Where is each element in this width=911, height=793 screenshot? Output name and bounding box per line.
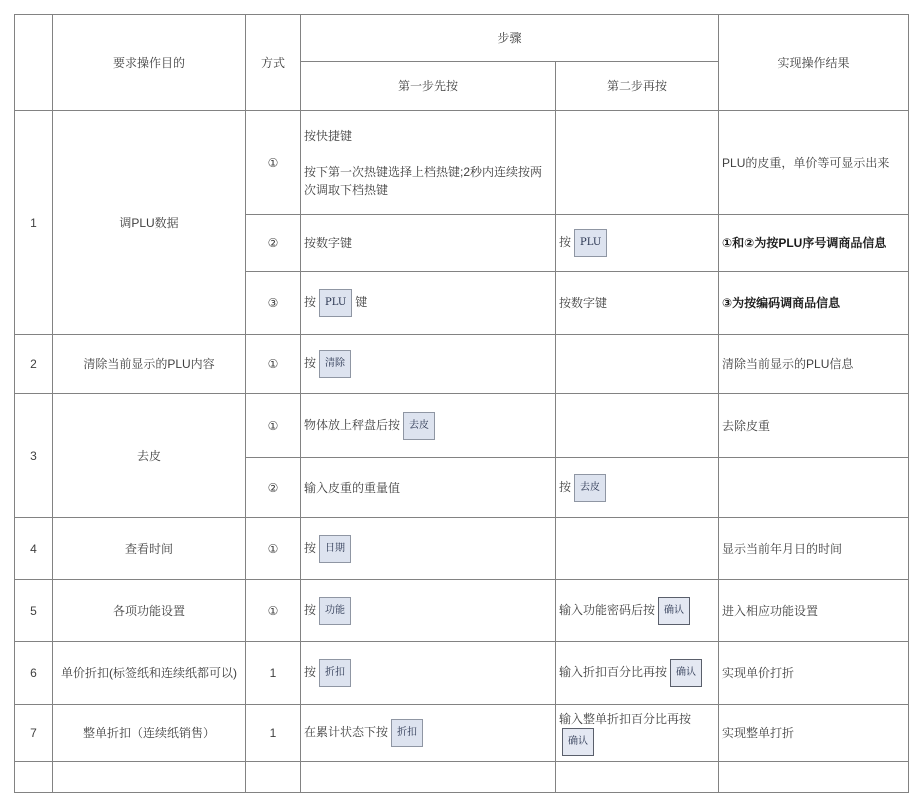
row7-num: 7 — [15, 705, 53, 762]
header-result: 实现操作结果 — [719, 15, 909, 111]
date-key: 日期 — [319, 535, 351, 563]
row1-sub3-result: ③为按编码调商品信息 — [719, 272, 909, 335]
row1-sub2-step2 — [556, 215, 719, 272]
row7-purpose: 整单折扣（连续纸销售） — [53, 705, 246, 762]
row1-sub1-result: PLU的皮重，单价等可显示出来 — [719, 111, 909, 215]
row6-purpose: 单价折扣(标签纸和连续纸都可以) — [53, 642, 246, 705]
empty-cell — [556, 762, 719, 793]
header-row-1 — [15, 15, 909, 62]
operation-manual-table-wrap — [14, 14, 909, 793]
confirm-key: 确认 — [658, 597, 690, 625]
header-steps: 步骤 — [301, 15, 719, 62]
table-row — [15, 518, 909, 580]
step-text: 按 — [559, 479, 572, 494]
step-text: 按 — [304, 540, 317, 555]
step-text: 按 — [304, 602, 317, 617]
row3-num: 3 — [15, 394, 53, 518]
table-row — [15, 394, 909, 458]
discount-key: 折扣 — [319, 659, 351, 687]
step-line: 按快捷键 — [304, 128, 353, 143]
step-line: 按下第一次热键选择上档热键;2秒内连续按两次调取下档热键 — [304, 164, 543, 197]
plu-key: PLU — [574, 229, 607, 257]
step-text: 按 — [559, 235, 572, 250]
row1-sub1-step2 — [556, 111, 719, 215]
row7-step1 — [301, 705, 556, 762]
row2-step2 — [556, 335, 719, 394]
row6-result: 实现单价打折 — [719, 642, 909, 705]
confirm-key: 确认 — [562, 728, 594, 756]
row1-sub2-result: ①和②为按PLU序号调商品信息 — [719, 215, 909, 272]
row6-step1 — [301, 642, 556, 705]
row4-method: ① — [246, 518, 301, 580]
header-step1: 第一步先按 — [301, 62, 556, 111]
row7-result: 实现整单打折 — [719, 705, 909, 762]
row1-sub1-method: ① — [246, 111, 301, 215]
row5-step1 — [301, 580, 556, 642]
empty-cell — [719, 762, 909, 793]
tare-key: 去皮 — [403, 412, 435, 440]
table-row — [15, 705, 909, 762]
row4-num: 4 — [15, 518, 53, 580]
row3-sub1-result: 去除皮重 — [719, 394, 909, 458]
row1-num: 1 — [15, 111, 53, 335]
row5-num: 5 — [15, 580, 53, 642]
clear-key: 清除 — [319, 350, 351, 378]
row2-result: 清除当前显示的PLU信息 — [719, 335, 909, 394]
row4-purpose: 查看时间 — [53, 518, 246, 580]
operation-manual-table — [14, 14, 909, 793]
step-text: 物体放上秤盘后按 — [304, 417, 401, 432]
row2-num: 2 — [15, 335, 53, 394]
empty-cell — [246, 762, 301, 793]
row7-step2 — [556, 705, 719, 762]
row1-sub3-method: ③ — [246, 272, 301, 335]
row2-step1 — [301, 335, 556, 394]
plu-key: PLU — [319, 289, 352, 317]
row1-sub2-step1: 按数字键 — [301, 215, 556, 272]
step-text: 按 — [304, 356, 317, 371]
row5-result: 进入相应功能设置 — [719, 580, 909, 642]
row3-sub1-method: ① — [246, 394, 301, 458]
step-text: 输入功能密码后按 — [559, 602, 656, 617]
row6-method: 1 — [246, 642, 301, 705]
row3-sub2-result — [719, 458, 909, 518]
row4-result: 显示当前年月日的时间 — [719, 518, 909, 580]
row2-purpose: 清除当前显示的PLU内容 — [53, 335, 246, 394]
row1-sub3-step2: 按数字键 — [556, 272, 719, 335]
row5-step2 — [556, 580, 719, 642]
row4-step1 — [301, 518, 556, 580]
table-row — [15, 642, 909, 705]
row1-sub1-step1 — [301, 111, 556, 215]
row1-sub2-method: ② — [246, 215, 301, 272]
confirm-key: 确认 — [670, 659, 702, 687]
row3-sub1-step1 — [301, 394, 556, 458]
step-text: 输入整单折扣百分比再按 — [559, 712, 692, 726]
header-method: 方式 — [246, 15, 301, 111]
row2-method: ① — [246, 335, 301, 394]
empty-cell — [15, 762, 53, 793]
row5-purpose: 各项功能设置 — [53, 580, 246, 642]
table-row — [15, 580, 909, 642]
empty-cell — [301, 762, 556, 793]
step-text: 键 — [355, 295, 368, 310]
row3-sub2-method: ② — [246, 458, 301, 518]
row3-purpose: 去皮 — [53, 394, 246, 518]
header-purpose: 要求操作目的 — [53, 15, 246, 111]
table-row-partial — [15, 762, 909, 793]
tare-key: 去皮 — [574, 474, 606, 502]
step-text: 按 — [304, 295, 317, 310]
header-step2: 第二步再按 — [556, 62, 719, 111]
step-text: 按 — [304, 665, 317, 680]
header-index-cell — [15, 15, 53, 111]
row7-method: 1 — [246, 705, 301, 762]
table-row — [15, 111, 909, 215]
row1-sub3-step1 — [301, 272, 556, 335]
row3-sub2-step1: 输入皮重的重量值 — [301, 458, 556, 518]
row3-sub1-step2 — [556, 394, 719, 458]
function-key: 功能 — [319, 597, 351, 625]
row6-step2 — [556, 642, 719, 705]
step-text: 在累计状态下按 — [304, 725, 389, 740]
row3-sub2-step2 — [556, 458, 719, 518]
row6-num: 6 — [15, 642, 53, 705]
discount-key: 折扣 — [391, 719, 423, 747]
row4-step2 — [556, 518, 719, 580]
empty-cell — [53, 762, 246, 793]
table-row — [15, 335, 909, 394]
step-text: 输入折扣百分比再按 — [559, 665, 668, 680]
row1-purpose: 调PLU数据 — [53, 111, 246, 335]
row5-method: ① — [246, 580, 301, 642]
